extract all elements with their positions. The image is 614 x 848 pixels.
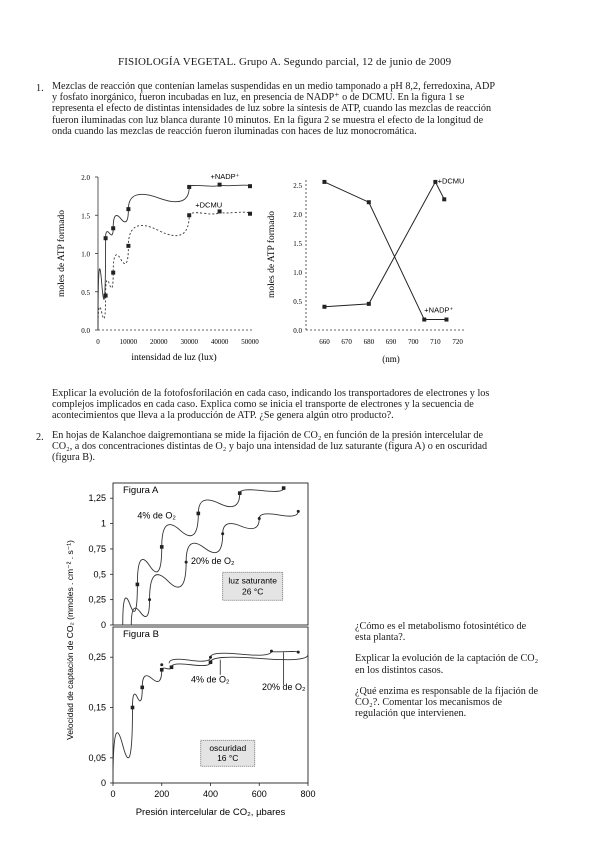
legend-label: +NADP⁺ bbox=[424, 305, 454, 315]
data-point bbox=[444, 318, 448, 322]
x-axis-label: intensidad de luz (lux) bbox=[131, 353, 217, 363]
y-tick-label: 1,25 bbox=[88, 493, 106, 504]
q2-line: CO₂, a dos concentraciones distintas de O₂ y bajo una intensidad de luz saturante (figura A) o en oscuridad bbox=[52, 441, 488, 453]
y-tick-label: 1.0 bbox=[293, 268, 302, 277]
x-tick-label: 0 bbox=[110, 789, 116, 799]
question-2-number: 2. bbox=[36, 432, 44, 443]
side-question-line: esta planta?. bbox=[355, 632, 406, 644]
question-2-text bbox=[52, 430, 600, 464]
legend-label: +DCMU bbox=[195, 200, 223, 210]
data-point bbox=[218, 209, 222, 213]
data-point bbox=[367, 302, 371, 306]
x-tick-label: 0 bbox=[96, 338, 100, 346]
series-line bbox=[324, 182, 444, 307]
data-point bbox=[297, 651, 300, 654]
data-point bbox=[170, 665, 174, 669]
legend-label: +DCMU bbox=[437, 176, 465, 186]
x-tick-label: 20000 bbox=[150, 338, 168, 346]
data-point bbox=[136, 583, 140, 587]
y-tick-label: 0,25 bbox=[88, 652, 106, 663]
y-tick-label: 0,15 bbox=[88, 702, 106, 713]
question-1-text bbox=[52, 81, 600, 137]
data-point bbox=[148, 598, 151, 601]
q1-task-line: acontecimientos que lleva a la producción de ATP. ¿Se genera algún otro producto?. bbox=[52, 410, 394, 422]
y-tick-label: 1.5 bbox=[81, 212, 90, 221]
data-point bbox=[221, 532, 224, 535]
annotation-text: oscuridad bbox=[209, 743, 247, 754]
x-tick-label: 800 bbox=[300, 789, 316, 799]
y-tick-label: 2.5 bbox=[293, 181, 302, 190]
x-tick-label: 700 bbox=[407, 338, 419, 346]
data-point bbox=[238, 491, 242, 495]
data-point bbox=[297, 510, 300, 513]
x-tick-label: 10000 bbox=[119, 338, 138, 346]
y-axis-label: moles de ATP formado bbox=[57, 210, 67, 297]
y-tick-label: 0.0 bbox=[293, 327, 302, 335]
data-point bbox=[111, 226, 115, 230]
data-point bbox=[367, 200, 371, 204]
legend-label: +NADP⁺ bbox=[210, 171, 240, 181]
data-point bbox=[126, 207, 130, 211]
data-point bbox=[126, 244, 130, 248]
x-axis-label: Presión intercelular de CO₂, µbares bbox=[135, 807, 286, 818]
y-tick-label: 0,75 bbox=[88, 543, 106, 554]
data-point bbox=[131, 706, 135, 710]
series-label: 20% de O₂ bbox=[262, 681, 306, 692]
data-point bbox=[322, 305, 326, 309]
question-1-number: 1. bbox=[36, 83, 44, 94]
x-tick-label: 690 bbox=[385, 338, 397, 346]
figure-a-b-chart bbox=[60, 475, 322, 830]
data-point bbox=[104, 294, 108, 298]
q1-line: fueron iluminadas con luz blanca durante 10 minutos. En la figura 2 se muestra el efecto de la longitud de bbox=[52, 114, 484, 126]
y-tick-label: 0,5 bbox=[93, 569, 106, 580]
series-line bbox=[98, 185, 250, 330]
x-tick-label: 670 bbox=[341, 338, 352, 346]
side-question-line: en los distintos casos. bbox=[355, 664, 444, 676]
panel-b-title: Figura B bbox=[123, 629, 159, 640]
q2-line: En hojas de Kalanchoe daigremontiana se mide la fijación de CO₂ en función de la presión intercelular de bbox=[52, 430, 483, 441]
q1-line: representa el efecto de distintas intensidades de luz sobre la síntesis de ATP, cuando las mezclas de reacción bbox=[52, 103, 492, 115]
x-tick-label: 660 bbox=[319, 338, 330, 346]
x-tick-label: 40000 bbox=[210, 338, 229, 346]
figure-1-chart bbox=[50, 165, 275, 370]
y-tick-label: 1.0 bbox=[81, 250, 90, 259]
data-point bbox=[111, 271, 115, 275]
y-tick-label: 0,25 bbox=[88, 594, 106, 605]
annotation-text: 26 °C bbox=[242, 586, 264, 597]
y-tick-label: 0.5 bbox=[81, 288, 90, 297]
x-tick-label: 680 bbox=[363, 338, 375, 346]
side-question-line: CO₂?. Comentar los mecanismos de bbox=[355, 697, 502, 709]
data-point bbox=[160, 545, 164, 549]
data-point bbox=[442, 197, 446, 201]
q1-line: Mezclas de reacción que contenían lamelas suspendidas en un medio tamponado a pH 8,2, ferredoxina, ADP bbox=[52, 81, 496, 92]
side-question-line: ¿Cómo es el metabolismo fotosintético de bbox=[355, 621, 527, 632]
y-tick-label: 1 bbox=[100, 518, 106, 529]
data-point bbox=[185, 561, 188, 564]
x-axis-label: (nm) bbox=[382, 354, 400, 364]
y-axis-label: moles de ATP formado bbox=[267, 211, 277, 298]
data-point bbox=[104, 236, 108, 240]
annotation-text: 16 °C bbox=[217, 753, 239, 764]
data-point bbox=[322, 180, 326, 184]
q1-line: onda cuando las mezclas de reacción fueron iluminadas con haces de luz monocromática. bbox=[52, 125, 417, 137]
x-tick-label: 30000 bbox=[180, 338, 198, 346]
page-title: FISIOLOGÍA VEGETAL. Grupo A. Segundo parcial, 12 de junio de 2009 bbox=[118, 56, 452, 68]
data-point bbox=[187, 185, 191, 189]
series-line bbox=[131, 511, 298, 625]
side-question-line: Explicar la evolución de la captación de CO₂ bbox=[355, 653, 539, 665]
q1-task-line: Explicar la evolución de la fotofosforilación en cada caso, indicando los transportadores de electrones y los bbox=[52, 388, 490, 399]
figure-2-chart bbox=[262, 165, 484, 370]
x-tick-label: 600 bbox=[251, 789, 267, 799]
y-axis-label: Velocidad de captación de CO₂ (mmoles . cm⁻² . s⁻¹) bbox=[65, 540, 75, 740]
y-tick-label: 0.0 bbox=[81, 327, 90, 335]
x-tick-label: 720 bbox=[452, 338, 463, 346]
series-label: 4% de O₂ bbox=[137, 510, 176, 521]
q2-line: (figura B). bbox=[52, 452, 95, 464]
data-point bbox=[197, 512, 201, 516]
data-point bbox=[187, 213, 191, 217]
series-line bbox=[324, 182, 446, 320]
series-label: 4% de O₂ bbox=[191, 674, 230, 685]
data-point bbox=[258, 517, 261, 520]
data-point bbox=[218, 183, 222, 187]
x-tick-label: 400 bbox=[202, 789, 219, 799]
question-1-tasks bbox=[52, 388, 600, 422]
q1-task-line: complejos implicados en cada caso. Explica como se inicia el transporte de electrones y la secuencia de bbox=[52, 399, 474, 411]
data-point bbox=[209, 660, 213, 664]
data-point bbox=[248, 212, 252, 216]
x-tick-label: 50000 bbox=[241, 338, 259, 346]
data-point bbox=[270, 650, 273, 653]
data-point bbox=[422, 318, 426, 322]
panel-a-title: Figura A bbox=[123, 485, 159, 496]
series-label: 20% de O₂ bbox=[191, 556, 235, 567]
side-question-line: regulación que intervienen. bbox=[355, 708, 467, 720]
y-tick-label: 0 bbox=[100, 620, 106, 630]
data-point bbox=[282, 486, 286, 490]
data-point bbox=[248, 184, 252, 188]
y-tick-label: 1.5 bbox=[293, 239, 302, 248]
annotation-text: luz saturante bbox=[228, 575, 278, 586]
y-tick-label: 0 bbox=[100, 778, 106, 788]
side-questions bbox=[355, 621, 603, 719]
data-point bbox=[160, 668, 164, 672]
y-tick-label: 0.5 bbox=[293, 297, 302, 306]
side-question-3 bbox=[355, 686, 603, 720]
y-tick-label: 2.0 bbox=[81, 174, 90, 182]
q1-line: y fosfato inorgánico, fueron incubadas en luz, en presencia de NADP⁺ o de DCMU. En la figura 1 se bbox=[52, 92, 465, 104]
x-tick-label: 710 bbox=[430, 338, 441, 346]
x-tick-label: 200 bbox=[154, 789, 170, 799]
panel-a-frame bbox=[113, 483, 308, 625]
data-point bbox=[209, 656, 212, 659]
side-question-line: ¿Qué enzima es responsable de la fijación de bbox=[355, 685, 539, 697]
data-point bbox=[160, 663, 163, 666]
side-question-2 bbox=[355, 653, 603, 675]
side-question-1 bbox=[355, 621, 603, 643]
data-point bbox=[140, 686, 144, 690]
y-tick-label: 0,05 bbox=[88, 752, 106, 763]
series-line bbox=[98, 211, 250, 330]
y-tick-label: 2.0 bbox=[293, 210, 302, 219]
